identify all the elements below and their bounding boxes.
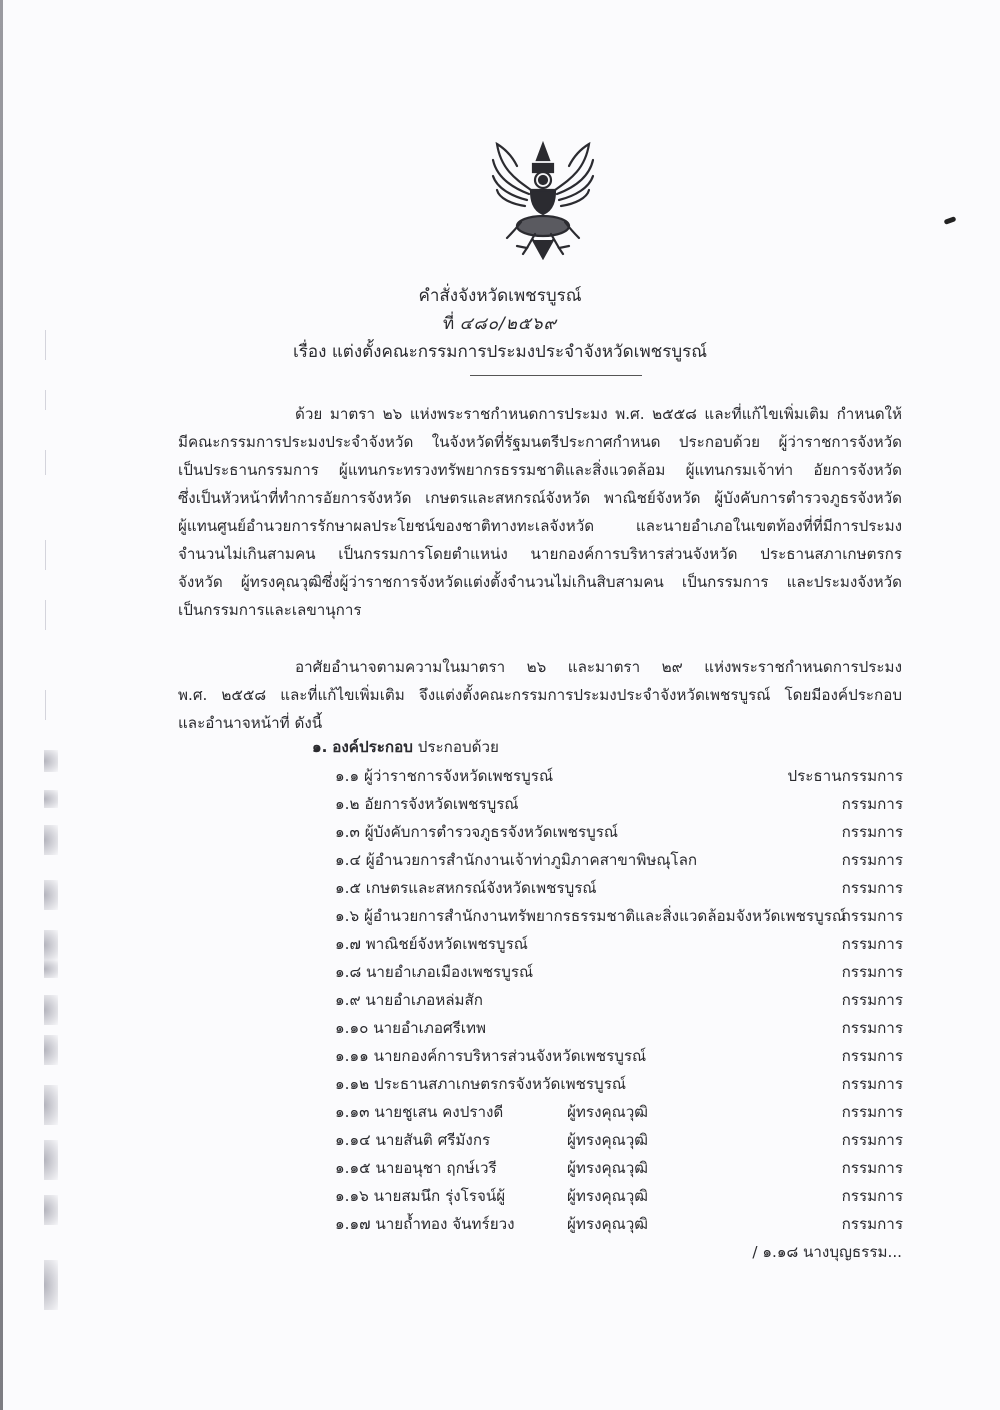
paragraph-line: เป็นกรรมการและเลขานุการ	[178, 601, 362, 619]
committee-member-row	[335, 986, 903, 1014]
punch-hole-shadow	[44, 825, 58, 855]
paragraph-line: อาศัยอำนาจตามความในมาตรา ๒๖ และมาตรา ๒๙ แห่งพระราชกำหนดการประมง	[295, 658, 902, 676]
paragraph-line: ผู้แทนศูนย์อำนวยการรักษาผลประโยชน์ของชาติทางทะเลจังหวัด และนายอำเภอในเขตท้องที่ที่มีการประมง	[178, 517, 902, 535]
member-role: กรรมการ	[841, 795, 903, 813]
member-name: ๑.๓ ผู้บังคับการตำรวจภูธรจังหวัดเพชรบูรณ์	[335, 823, 619, 841]
order-number-value: ๔๘๐/๒๕๖๙	[459, 314, 558, 334]
member-qualification: ผู้ทรงคุณวุฒิ	[567, 1187, 648, 1205]
paragraph-line: พ.ศ. ๒๕๕๘ และที่แก้ไขเพิ่มเติม จึงแต่งตั้งคณะกรรมการประมงประจำจังหวัดเพชรบูรณ์ โดยมีองค์ประกอบ	[178, 686, 902, 704]
paragraph-line: เป็นประธานกรรมการ ผู้แทนกระทรวงทรัพยากรธรรมชาติและสิ่งแวดล้อม ผู้แทนกรมเจ้าท่า อัยการจังหวัด	[178, 461, 902, 479]
header-divider	[470, 375, 642, 376]
document-title: คำสั่งจังหวัดเพชรบูรณ์	[418, 286, 582, 306]
committee-member-row	[335, 930, 903, 958]
committee-member-row	[335, 874, 903, 902]
paragraph-legal-basis	[178, 400, 902, 624]
member-role: กรรมการ	[841, 907, 903, 925]
member-name: ๑.๑๑ นายกองค์การบริหารส่วนจังหวัดเพชรบูรณ์	[335, 1047, 647, 1065]
punch-hole-shadow	[44, 960, 58, 978]
member-role: กรรมการ	[841, 1019, 903, 1037]
member-role: กรรมการ	[841, 991, 903, 1009]
scan-artifact	[45, 390, 46, 410]
scan-artifact	[45, 600, 46, 630]
scan-artifact	[45, 690, 46, 720]
committee-member-row	[335, 762, 903, 790]
committee-member-row	[335, 818, 903, 846]
committee-member-row	[335, 1070, 903, 1098]
scan-edge	[0, 0, 3, 1410]
member-role: กรรมการ	[841, 1159, 903, 1177]
punch-hole-shadow	[44, 1260, 58, 1310]
order-number-prefix: ที่	[442, 314, 455, 334]
member-name: ๑.๗ พาณิชย์จังหวัดเพชรบูรณ์	[335, 935, 528, 953]
member-name: ๑.๑๐ นายอำเภอศรีเทพ	[335, 1019, 487, 1037]
member-name: ๑.๖ ผู้อำนวยการสำนักงานทรัพยากรธรรมชาติและสิ่งแวดล้อมจังหวัดเพชรบูรณ์	[335, 907, 846, 925]
member-role: กรรมการ	[841, 1103, 903, 1121]
member-name: ๑.๒ อัยการจังหวัดเพชรบูรณ์	[335, 795, 519, 813]
paragraph-line: ด้วย มาตรา ๒๖ แห่งพระราชกำหนดการประมง พ.ศ. ๒๕๕๘ และที่แก้ไขเพิ่มเติม กำหนดให้	[295, 405, 902, 423]
member-role: กรรมการ	[841, 963, 903, 981]
section-suffix: ประกอบด้วย	[417, 738, 499, 756]
scan-speck	[944, 216, 957, 225]
member-name: ๑.๑๗ นายถ้ำทอง จันทร์ยวง	[335, 1215, 515, 1233]
member-name: ๑.๑๔ นายสันติ ศรีมังกร	[335, 1131, 491, 1149]
committee-member-row	[335, 1126, 903, 1154]
committee-member-row	[335, 1154, 903, 1182]
committee-member-row	[335, 1182, 903, 1210]
punch-hole-shadow	[44, 930, 58, 960]
punch-hole-shadow	[44, 1195, 58, 1225]
member-name: ๑.๙ นายอำเภอหล่มสัก	[335, 991, 483, 1009]
committee-member-row	[335, 1014, 903, 1042]
page-continuation: / ๑.๑๘ นางบุญธรรม...	[752, 1243, 902, 1261]
section-number: ๑.	[312, 738, 328, 756]
member-role: กรรมการ	[841, 1215, 903, 1233]
paragraph-line: จังหวัด ผู้ทรงคุณวุฒิซึ่งผู้ว่าราชการจังหวัดแต่งตั้งจำนวนไม่เกินสิบสามคน เป็นกรรมการ และประมงจังหวัด	[178, 573, 902, 591]
punch-hole-shadow	[44, 1035, 58, 1065]
member-name: ๑.๔ ผู้อำนวยการสำนักงานเจ้าท่าภูมิภาคสาขาพิษณุโลก	[335, 851, 698, 869]
committee-member-row	[335, 1042, 903, 1070]
paragraph-appointment	[178, 653, 902, 737]
garuda-emblem-icon	[487, 130, 599, 260]
committee-member-row	[335, 902, 903, 930]
paragraph-line: จำนวนไม่เกินสามคน เป็นกรรมการโดยตำแหน่ง นายกองค์การบริหารส่วนจังหวัด ประธานสภาเกษตรกร	[178, 545, 902, 563]
committee-member-row	[335, 1098, 903, 1126]
punch-hole-shadow	[44, 750, 58, 772]
order-number	[0, 310, 1000, 337]
member-role: กรรมการ	[841, 1131, 903, 1149]
member-qualification: ผู้ทรงคุณวุฒิ	[567, 1215, 648, 1233]
punch-hole-shadow	[44, 880, 58, 910]
member-qualification: ผู้ทรงคุณวุฒิ	[567, 1103, 648, 1121]
member-role: กรรมการ	[841, 851, 903, 869]
section-composition-heading	[312, 735, 499, 759]
paragraph-line: และอำนาจหน้าที่ ดังนี้	[178, 714, 323, 732]
member-name: ๑.๑๓ นายชูเสน คงปรางดี	[335, 1103, 504, 1121]
paragraph-line: มีคณะกรรมการประมงประจำจังหวัด ในจังหวัดที่รัฐมนตรีประกาศกำหนด ประกอบด้วย ผู้ว่าราชการจังหวัด	[178, 433, 902, 451]
scan-artifact	[45, 450, 46, 475]
member-role: กรรมการ	[841, 935, 903, 953]
member-name: ๑.๑ ผู้ว่าราชการจังหวัดเพชรบูรณ์	[335, 767, 554, 785]
member-name: ๑.๑๒ ประธานสภาเกษตรกรจังหวัดเพชรบูรณ์	[335, 1075, 626, 1093]
member-role: กรรมการ	[841, 1187, 903, 1205]
paragraph-line: ซึ่งเป็นหัวหน้าที่ทำการอัยการจังหวัด เกษตรและสหกรณ์จังหวัด พาณิชย์จังหวัด ผู้บังคับการตำรวจภูธรจังหวัด	[178, 489, 902, 507]
punch-hole-shadow	[44, 1140, 58, 1180]
committee-member-row	[335, 790, 903, 818]
document-subject: เรื่อง แต่งตั้งคณะกรรมการประมงประจำจังหวัดเพชรบูรณ์	[292, 342, 708, 362]
member-qualification: ผู้ทรงคุณวุฒิ	[567, 1131, 648, 1149]
member-qualification: ผู้ทรงคุณวุฒิ	[567, 1159, 648, 1177]
member-role: กรรมการ	[841, 1047, 903, 1065]
scan-artifact	[45, 540, 46, 570]
member-name: ๑.๘ นายอำเภอเมืองเพชรบูรณ์	[335, 963, 534, 981]
member-name: ๑.๕ เกษตรและสหกรณ์จังหวัดเพชรบูรณ์	[335, 879, 597, 897]
punch-hole-shadow	[44, 995, 58, 1025]
member-name: ๑.๑๕ นายอนุชา ฤกษ์เวรี	[335, 1159, 497, 1177]
punch-hole-shadow	[44, 790, 58, 808]
member-role: กรรมการ	[841, 1075, 903, 1093]
member-role: ประธานกรรมการ	[787, 767, 903, 785]
section-title: องค์ประกอบ	[332, 738, 413, 756]
member-role: กรรมการ	[841, 823, 903, 841]
committee-member-row	[335, 1210, 903, 1238]
committee-member-row	[335, 846, 903, 874]
member-role: กรรมการ	[841, 879, 903, 897]
committee-member-list	[335, 762, 903, 1238]
punch-hole-shadow	[44, 1085, 58, 1125]
committee-member-row	[335, 958, 903, 986]
member-name: ๑.๑๖ นายสมนึก รุ่งโรจน์ผู้	[335, 1187, 506, 1205]
